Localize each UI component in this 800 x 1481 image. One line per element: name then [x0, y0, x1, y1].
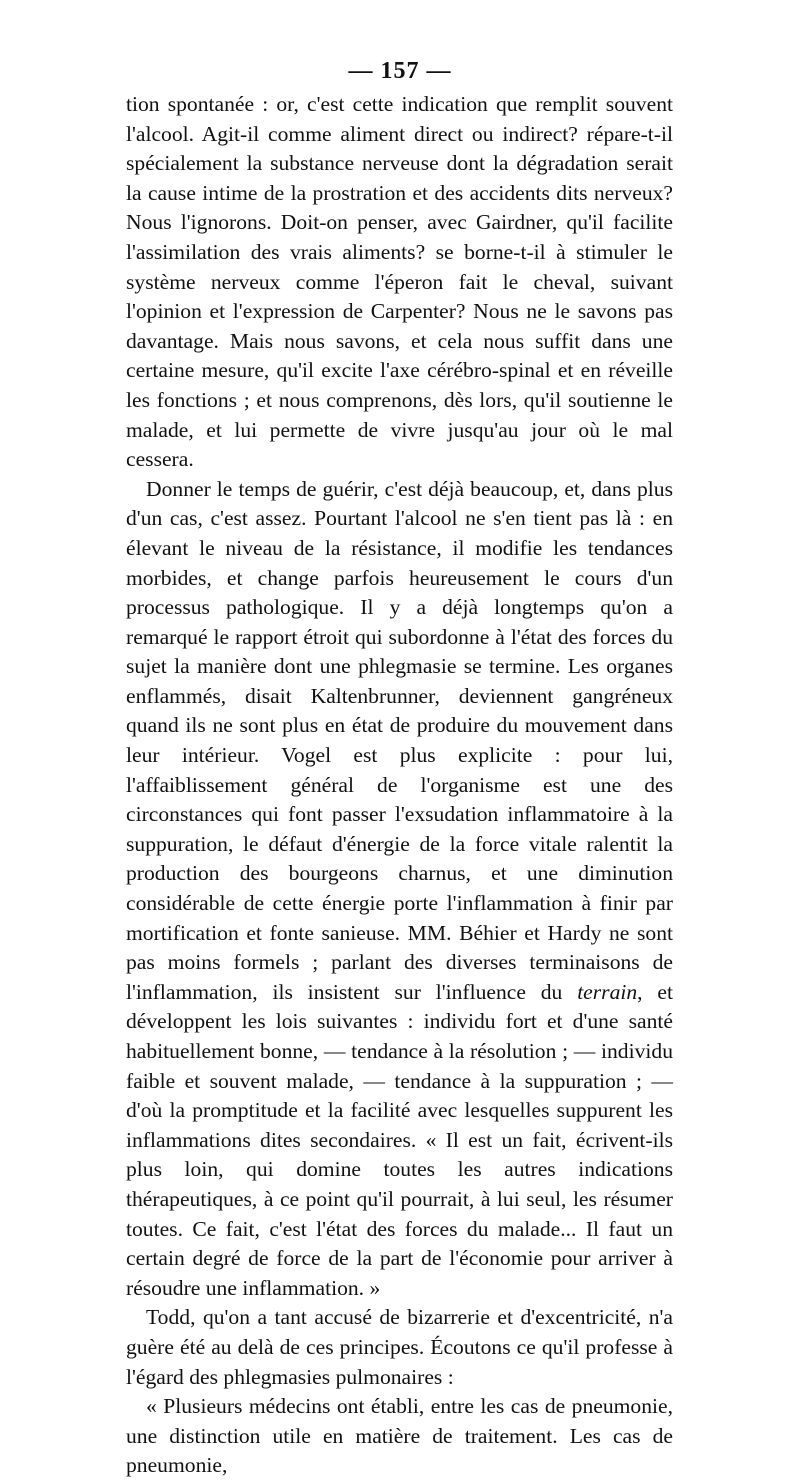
italic-term: terrain — [577, 979, 638, 1004]
paragraph-1: tion spontanée : or, c'est cette indication que remplit souvent l'alcool. Agit-il comme aliment direct ou indirect? répare-t-il spécialement la substance nerveuse dont la dégradation serait la cause intime de la prostration et des accidents dits nerveux? Nous l'ignorons. Doit-on penser, avec Gairdner, qu'il facilite l'assimilation des vrais aliments? se borne-t-il à stimuler le système nerveux comme l'éperon fait le cheval, suivant l'opinion et l'expression de Carpenter? Nous ne le savons pas davantage. Mais nous savons, et cela nous suffit dans une certaine mesure, qu'il excite l'axe cérébro-spinal et en réveille les fonctions ; et nous comprenons, dès lors, qu'il soutienne le malade, et lui permette de vivre jusqu'au jour où le mal cessera. — [126, 92, 673, 472]
body-text — [126, 90, 673, 1481]
paragraph-4: « Plusieurs médecins ont établi, entre les cas de pneumonie, une distinction utile en matière de traitement. Les cas de pneumonie, — [126, 1394, 673, 1478]
paragraph-3: Todd, qu'on a tant accusé de bizarrerie et d'excentricité, n'a guère été au delà de ces principes. Écoutons ce qu'il professe à l'égard des phlegmasies pulmonaires : — [126, 1305, 673, 1389]
paragraph-2 — [126, 475, 673, 1304]
page-number: — 157 — — [348, 58, 452, 84]
paragraph-2-part-1: Donner le temps de guérir, c'est déjà beaucoup, et, dans plus d'un cas, c'est assez. Pourtant l'alcool ne s'en tient pas là : en élevant le niveau de la résistance, il modifie les tendances morbides, et change parfois heureusement le cours d'un processus pathologique. Il y a déjà longtemps qu'on a remarqué le rapport étroit qui subordonne à l'état des forces du sujet la manière dont une phlegmasie se termine. Les organes enflammés, disait Kaltenbrunner, deviennent gangréneux quand ils ne sont plus en état de produire du mouvement dans leur intérieur. Vogel est plus explicite : pour lui, l'affaiblissement général de l'organisme est une des circonstances qui font passer l'exsudation inflammatoire à la suppuration, le défaut d'énergie de la force vitale ralentit la production des bourgeons charnus, et une diminution considérable de cette énergie porte l'inflammation à finir par mortification et fonte sanieuse. MM. Béhier et Hardy ne sont pas moins formels ; parlant des diverses terminaisons de l'inflammation, ils insistent sur l'influence du — [126, 476, 673, 1004]
paragraph-2-part-2: , et développent les lois suivantes : individu fort et d'une santé habituellement bonne, — tendance à la résolution ; — individu faible et souvent malade, — tendance à la suppuration ; — d'où la promptitude et la facilité avec lesquelles suppurent les inflammations dites secondaires. « Il est un fait, écrivent-ils plus loin, qui domine toutes les autres indications thérapeutiques, à ce point qu'il pourrait, à lui seul, les résumer toutes. Ce fait, c'est l'état des forces du malade... Il faut un certain degré de force de la part de l'économie pour arriver à résoudre une inflammation. » — [126, 979, 673, 1300]
